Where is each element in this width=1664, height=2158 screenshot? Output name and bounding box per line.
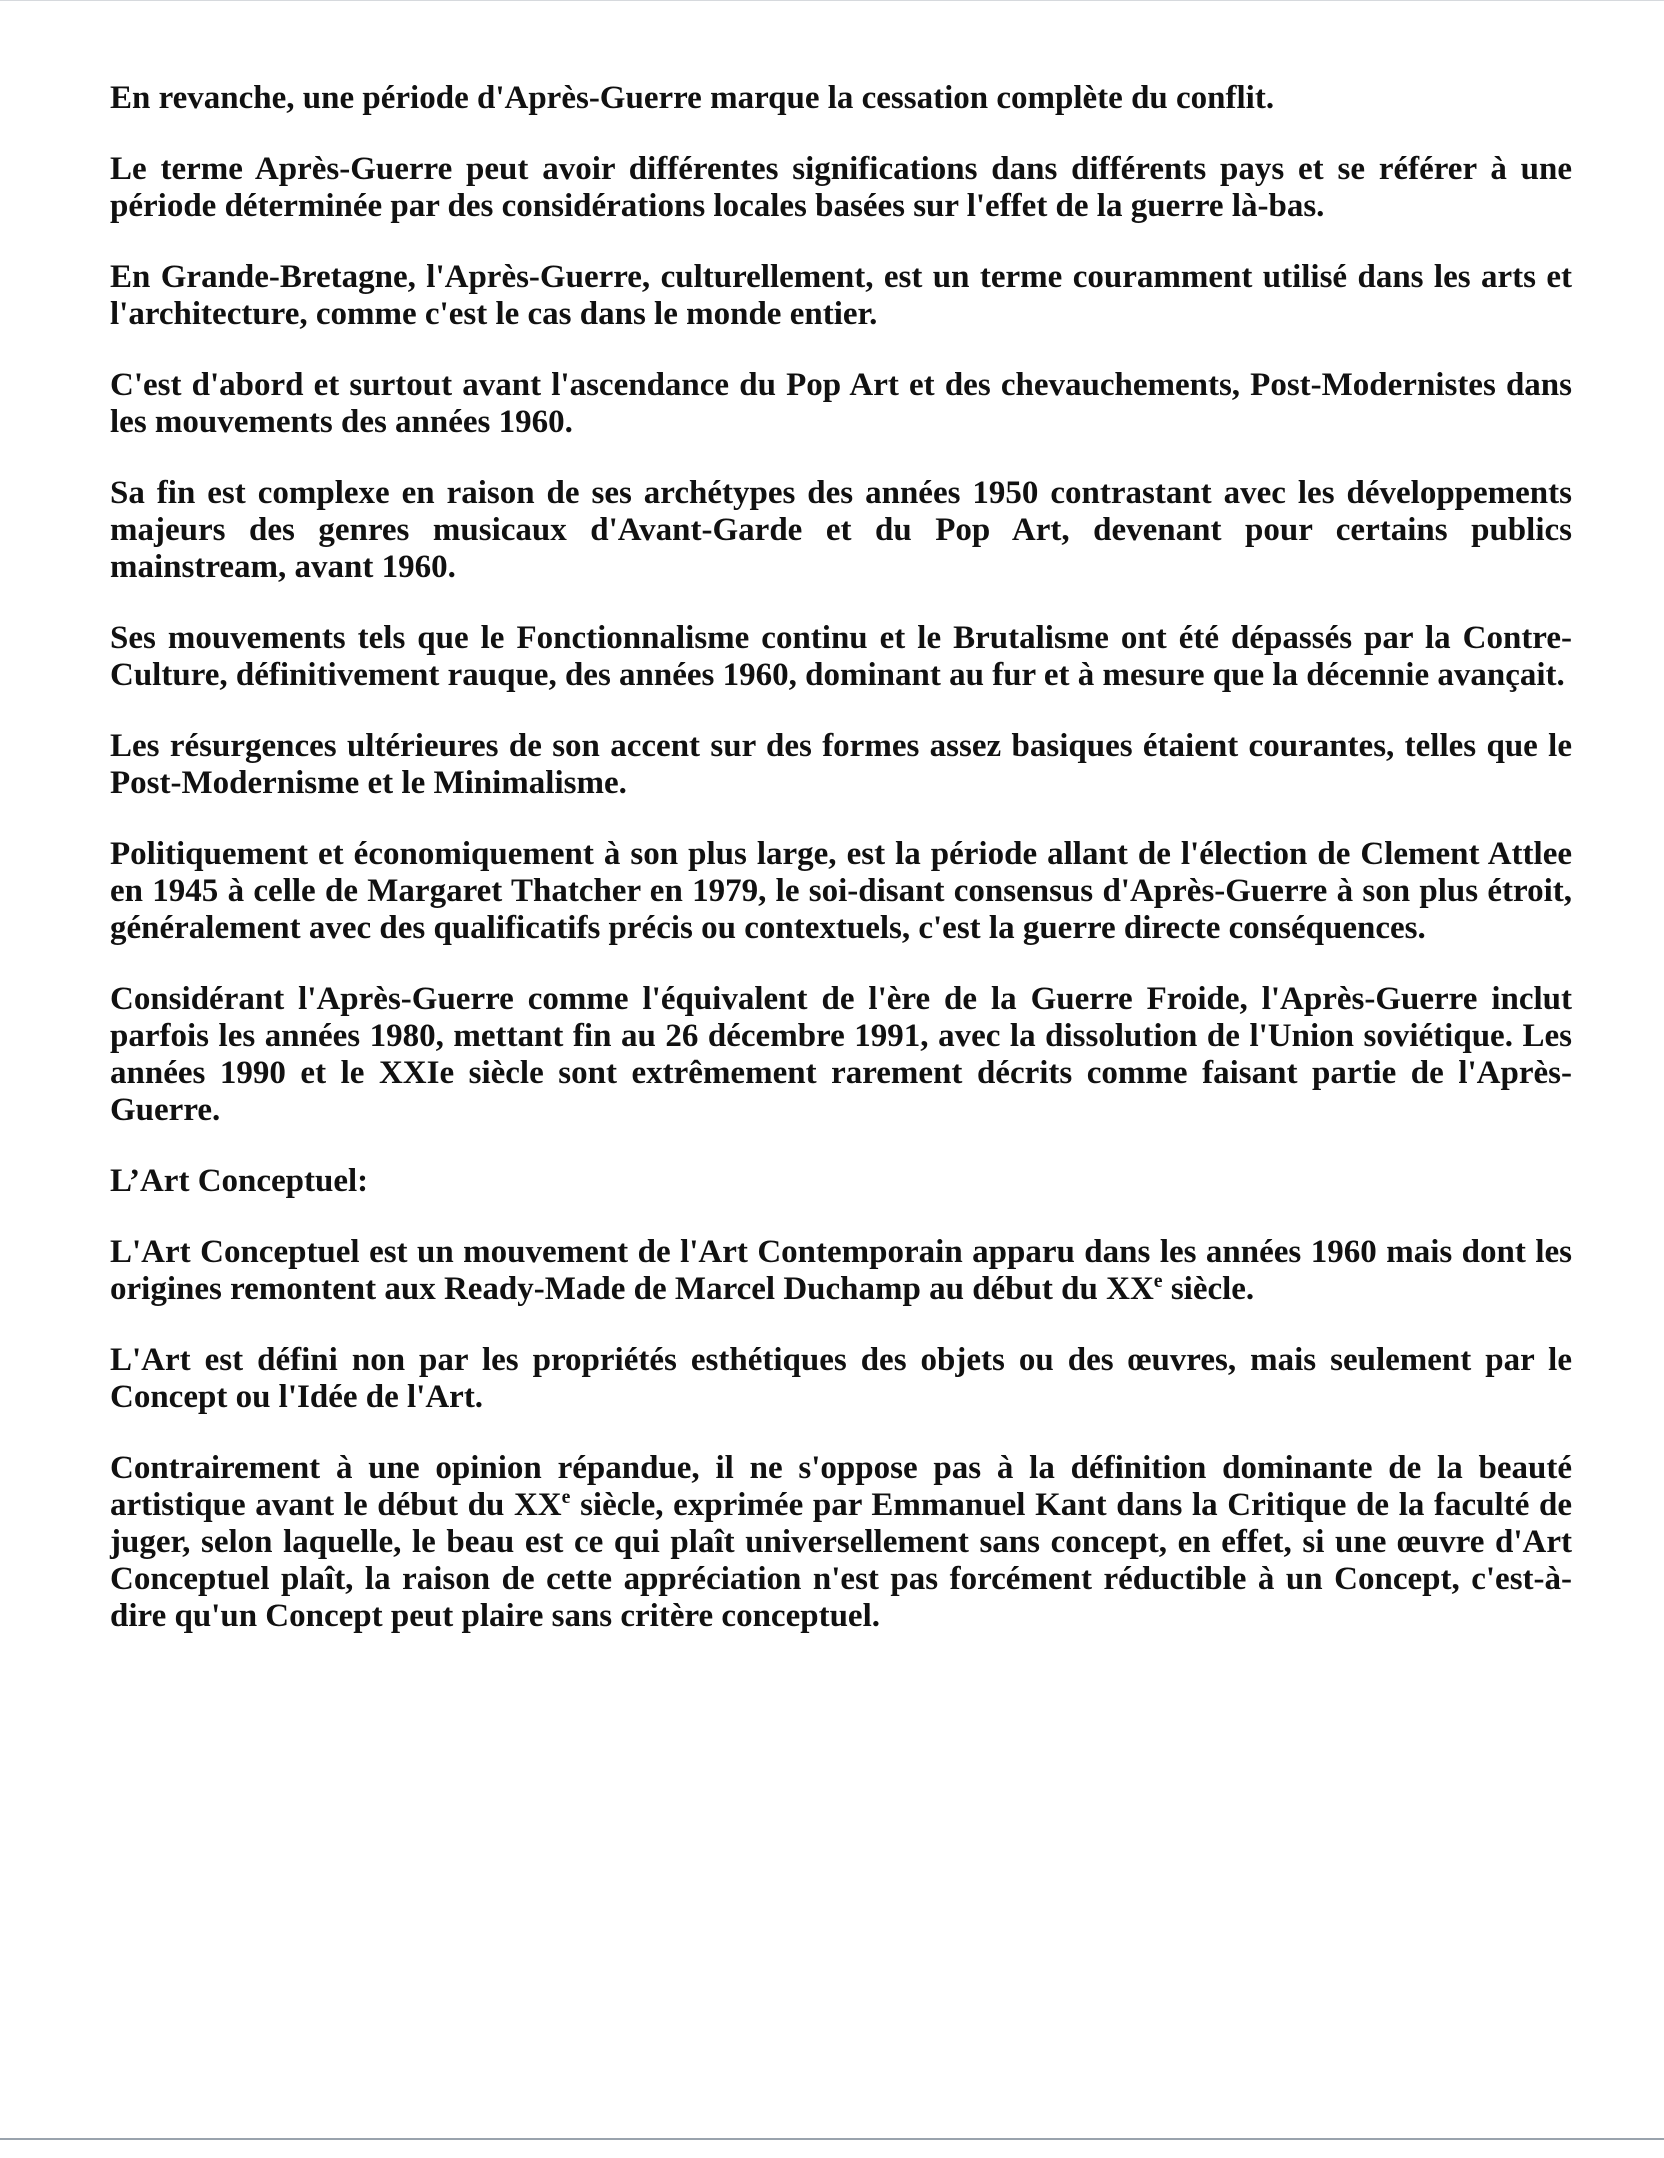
text-run: Contrairement à une opinion répandue, il ne s'oppose pas à la définition dominante de la beauté artistique avant le début du XX [110,1450,1572,1523]
text-run: siècle, exprimée par Emmanuel Kant dans la Critique de la faculté de juger, selon laquelle, le beau est ce qui plaît universellement sans concept, en effet, si une œuvre d'Art Conceptuel plaît, la raison de cette appréciation n'est pas forcément réductible à un Concept, c'est-à-dire qu'un Concept peut plaire sans critère conceptuel. [110,1487,1572,1634]
section-heading-art-conceptuel: L’Art Conceptuel: [110,1163,369,1199]
paragraph-fin-complexe: Sa fin est complexe en raison de ses archétypes des années 1950 contrastant avec les développements majeurs des genres musicaux d'Avant-Garde et du Pop Art, devenant pour certains publics mainstream, avant 1960. [110,475,1572,585]
top-divider [0,0,1664,1]
paragraph-art-defini: L'Art est défini non par les propriétés esthétiques des objets ou des œuvres, mais seulement par le Concept ou l'Idée de l'Art. [110,1342,1572,1415]
paragraph-contrairement [110,1450,1572,1635]
text-run: siècle. [1162,1271,1255,1307]
paragraph-mouvements: Ses mouvements tels que le Fonctionnalisme continu et le Brutalisme ont été dépassés par la Contre-Culture, définitivement rauque, des années 1960, dominant au fur et à mesure que la décennie avançait. [110,620,1572,693]
paragraph-apres-guerre-significations: Le terme Après-Guerre peut avoir différentes significations dans différents pays et se référer à une période déterminée par des considérations locales basées sur l'effet de la guerre là-bas. [110,151,1572,224]
document-body [110,80,1572,1669]
paragraph-grande-bretagne: En Grande-Bretagne, l'Après-Guerre, culturellement, est un terme couramment utilisé dans les arts et l'architecture, comme c'est le cas dans le monde entier. [110,259,1572,332]
paragraph-apres-guerre-cessation: En revanche, une période d'Après-Guerre marque la cessation complète du conflit. [110,80,1275,116]
paragraph-resurgences: Les résurgences ultérieures de son accent sur des formes assez basiques étaient courantes, telles que le Post-Modernisme et le Minimalisme. [110,728,1572,801]
bottom-divider [0,2138,1664,2140]
paragraph-guerre-froide: Considérant l'Après-Guerre comme l'équivalent de l'ère de la Guerre Froide, l'Après-Guerre inclut parfois les années 1980, mettant fin au 26 décembre 1991, avec la dissolution de l'Union soviétique. Les années 1990 et le XXIe siècle sont extrêmement rarement décrits comme faisant partie de l'Après-Guerre. [110,981,1572,1128]
paragraph-politiquement: Politiquement et économiquement à son plus large, est la période allant de l'élection de Clement Attlee en 1945 à celle de Margaret Thatcher en 1979, le soi-disant consensus d'Après-Guerre à son plus étroit, généralement avec des qualificatifs précis ou contextuels, c'est la guerre directe conséquences. [110,836,1572,946]
superscript-e: e [1153,1270,1163,1292]
paragraph-art-conceptuel-definition [110,1234,1572,1308]
superscript-e: e [561,1486,571,1508]
paragraph-pop-art: C'est d'abord et surtout avant l'ascendance du Pop Art et des chevauchements, Post-Modernistes dans les mouvements des années 1960. [110,367,1572,440]
text-run: L'Art Conceptuel est un mouvement de l'Art Contemporain apparu dans les années 1960 mais dont les origines remontent aux Ready-Made de Marcel Duchamp au début du XX [110,1234,1572,1307]
